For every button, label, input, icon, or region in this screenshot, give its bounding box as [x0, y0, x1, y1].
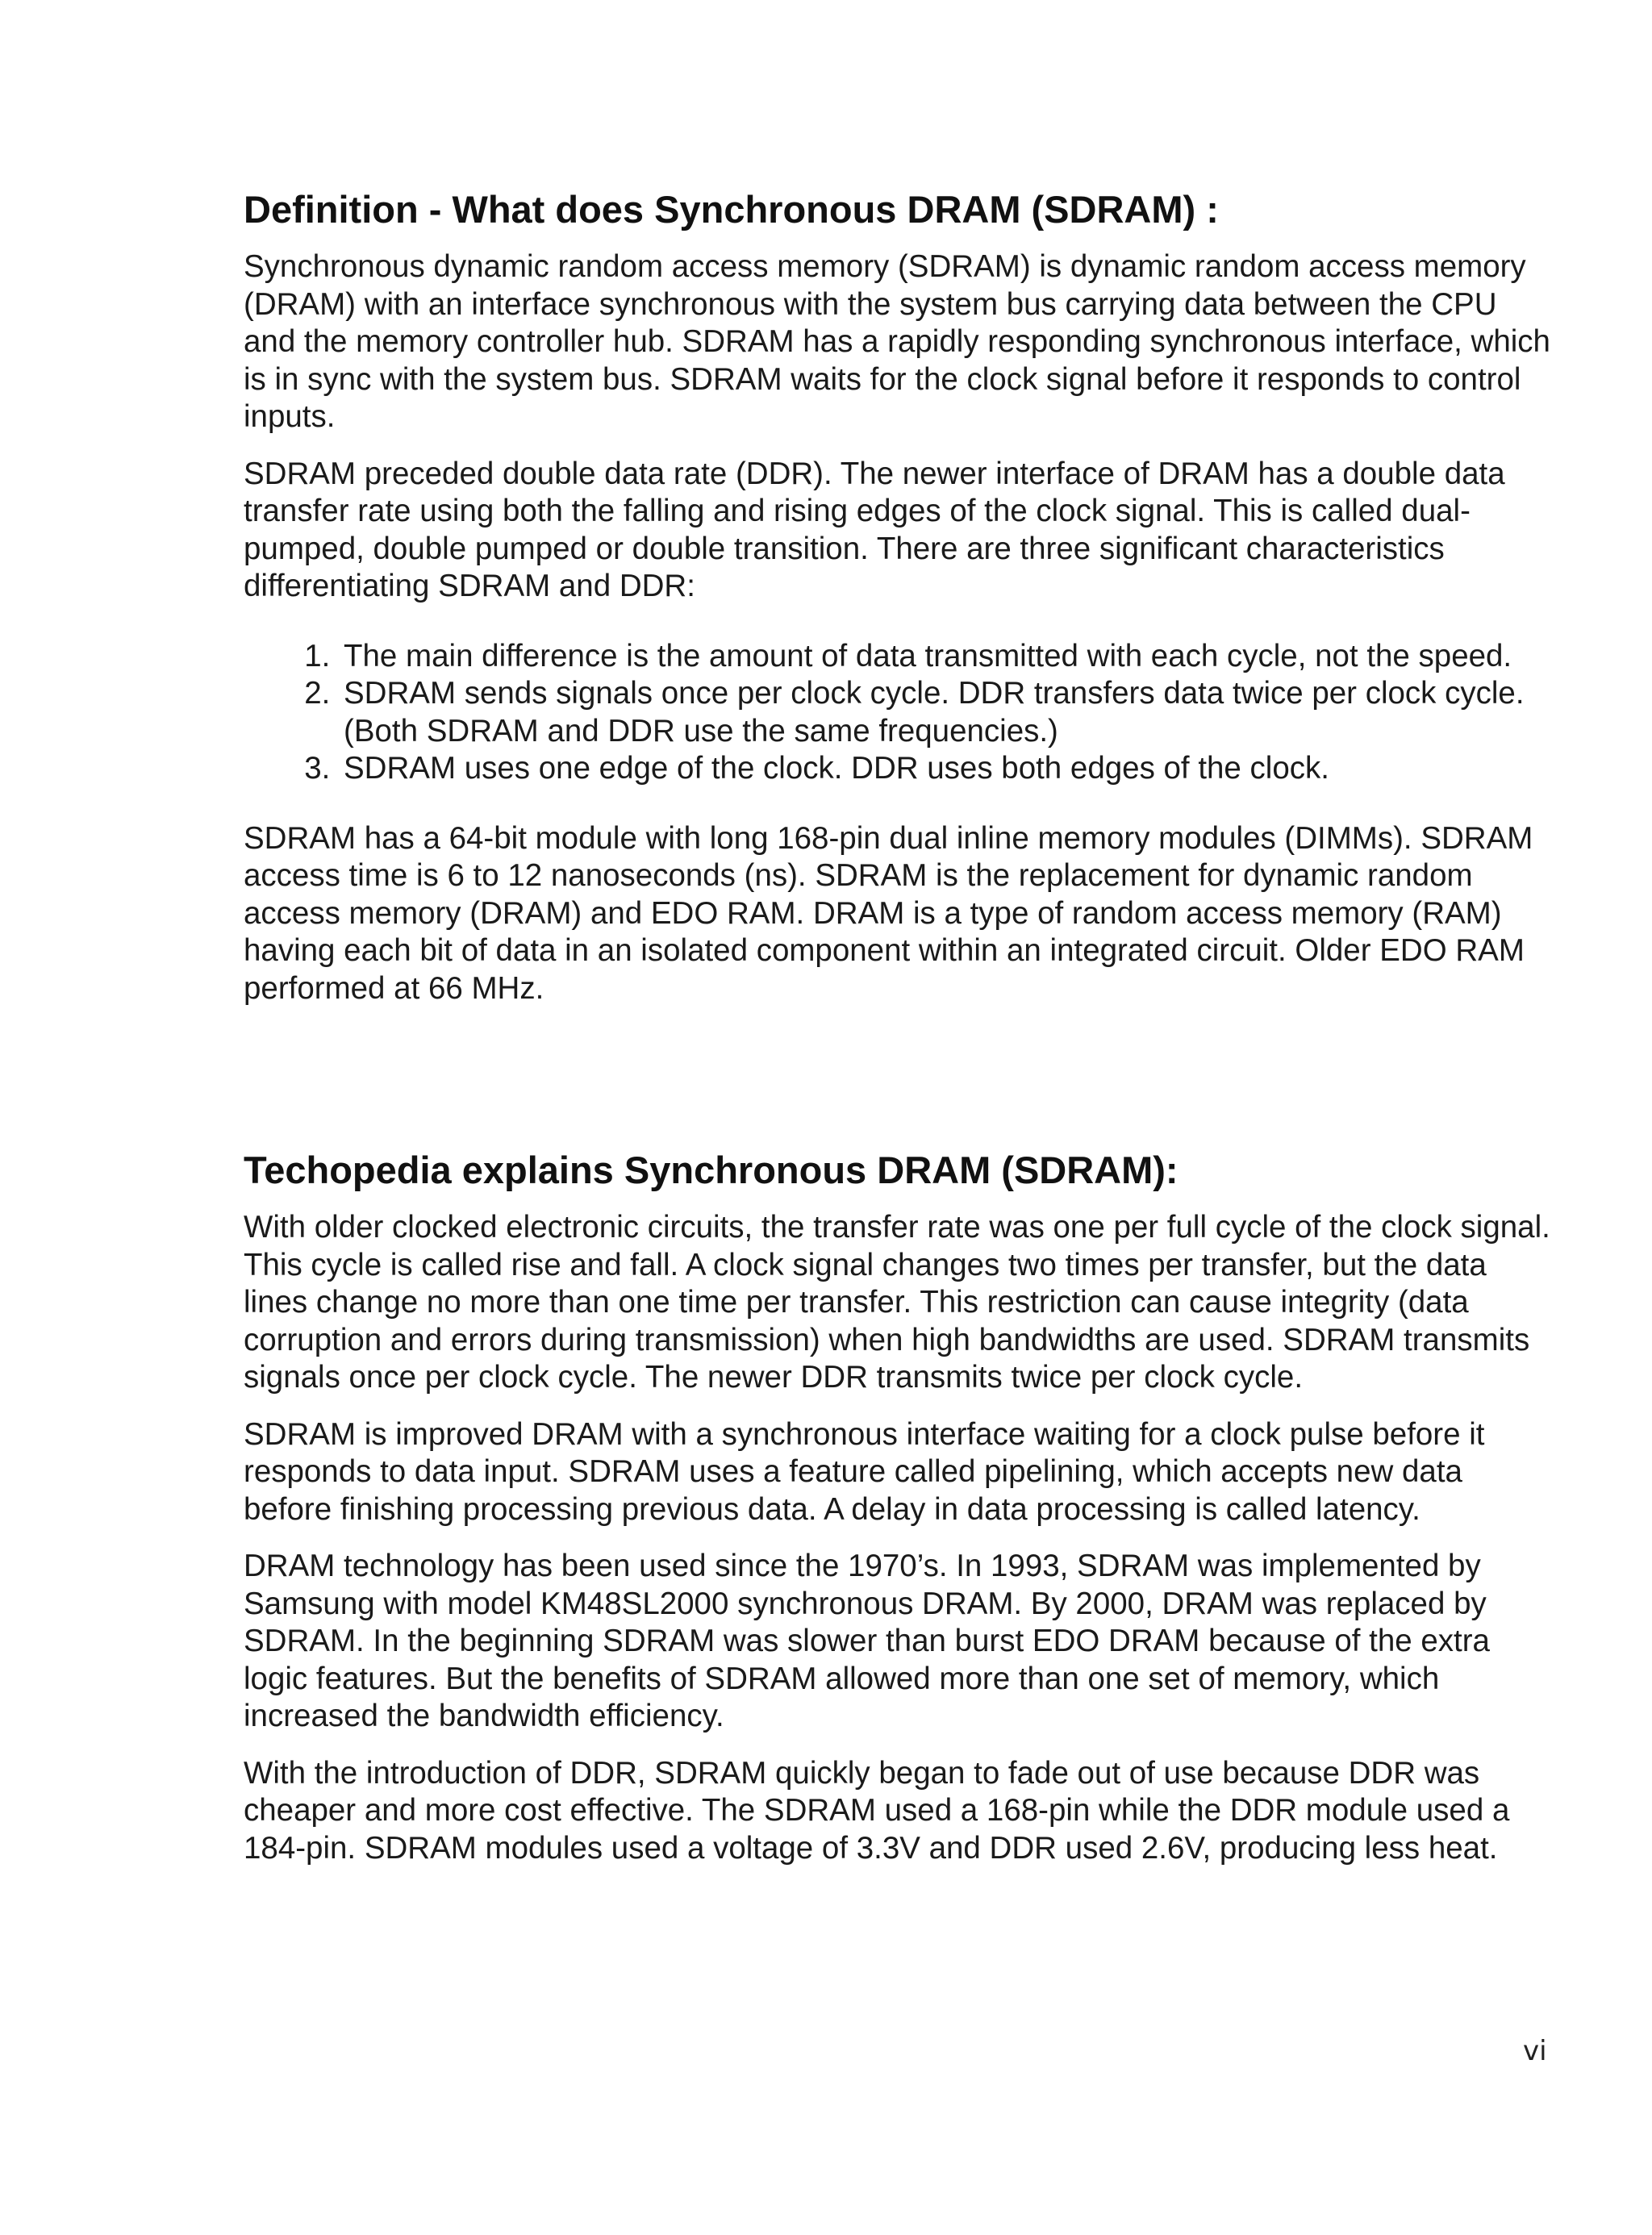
- section-heading-techopedia: Techopedia explains Synchronous DRAM (SDRAM):: [244, 1149, 1179, 1191]
- paragraph: With older clocked electronic circuits, the transfer rate was one per full cycle of the clock signal. This cycle is called rise and fall. A clock signal changes two times per transfer, but the data lines change no more than one time per transfer. This restriction can cause integrity (data corruption and errors during transmission) when high bandwidths are used. SDRAM transmits signals once per clock cycle. The newer DDR transmits twice per clock cycle.: [244, 1210, 1550, 1395]
- document-body: [244, 187, 1550, 1887]
- paragraph: SDRAM has a 64-bit module with long 168-pin dual inline memory modules (DIMMs). SDRAM access time is 6 to 12 nanoseconds (ns). SDRAM is the replacement for dynamic random access memory (DRAM) and EDO RAM. DRAM is a type of random access memory (RAM) having each bit of data in an isolated component within an integrated circuit. Older EDO RAM performed at 66 MHz.: [244, 820, 1533, 1006]
- paragraph: With the introduction of DDR, SDRAM quickly began to fade out of use because DDR was cheaper and more cost effective. The SDRAM used a 168-pin while the DDR module used a 184-pin. SDRAM modules used a voltage of 3.3V and DDR used 2.6V, producing less heat.: [244, 1755, 1510, 1866]
- list-item: 2. SDRAM sends signals once per clock cycle. DDR transfers data twice per clock cycle. (Both SDRAM and DDR use the same frequencies.): [339, 675, 1550, 750]
- paragraph: SDRAM is improved DRAM with a synchronous interface waiting for a clock pulse before it responds to data input. SDRAM uses a feature called pipelining, which accepts new data before finishing processing previous data. A delay in data processing is called latency.: [244, 1416, 1485, 1527]
- paragraph: Synchronous dynamic random access memory (SDRAM) is dynamic random access memory (DRAM) with an interface synchronous with the system bus carrying data between the CPU and the memory controller hub. SDRAM has a rapidly responding synchronous interface, which is in sync with the system bus. SDRAM waits for the clock signal before it responds to control inputs.: [244, 249, 1550, 434]
- list-item: 3. SDRAM uses one edge of the clock. DDR uses both edges of the clock.: [339, 750, 1550, 788]
- differences-list: [244, 638, 1550, 788]
- list-item: 1. The main difference is the amount of data transmitted with each cycle, not the speed.: [339, 638, 1550, 676]
- section-heading-definition: Definition - What does Synchronous DRAM (SDRAM) :: [244, 188, 1219, 231]
- paragraph: DRAM technology has been used since the 1970’s. In 1993, SDRAM was implemented by Samsung with model KM48SL2000 synchronous DRAM. By 2000, DRAM was replaced by SDRAM. In the beginning SDRAM was slower than burst EDO DRAM because of the extra logic features. But the benefits of SDRAM allowed more than one set of memory, which increased the bandwidth efficiency.: [244, 1549, 1490, 1733]
- page-number: vi: [1523, 2035, 1547, 2067]
- section-spacer: [244, 1027, 1550, 1148]
- paragraph: SDRAM preceded double data rate (DDR). The newer interface of DRAM has a double data transfer rate using both the falling and rising edges of the clock signal. This is called dual-pumped, double pumped or double transition. There are three significant characteristics differentiating SDRAM and DDR:: [244, 456, 1505, 603]
